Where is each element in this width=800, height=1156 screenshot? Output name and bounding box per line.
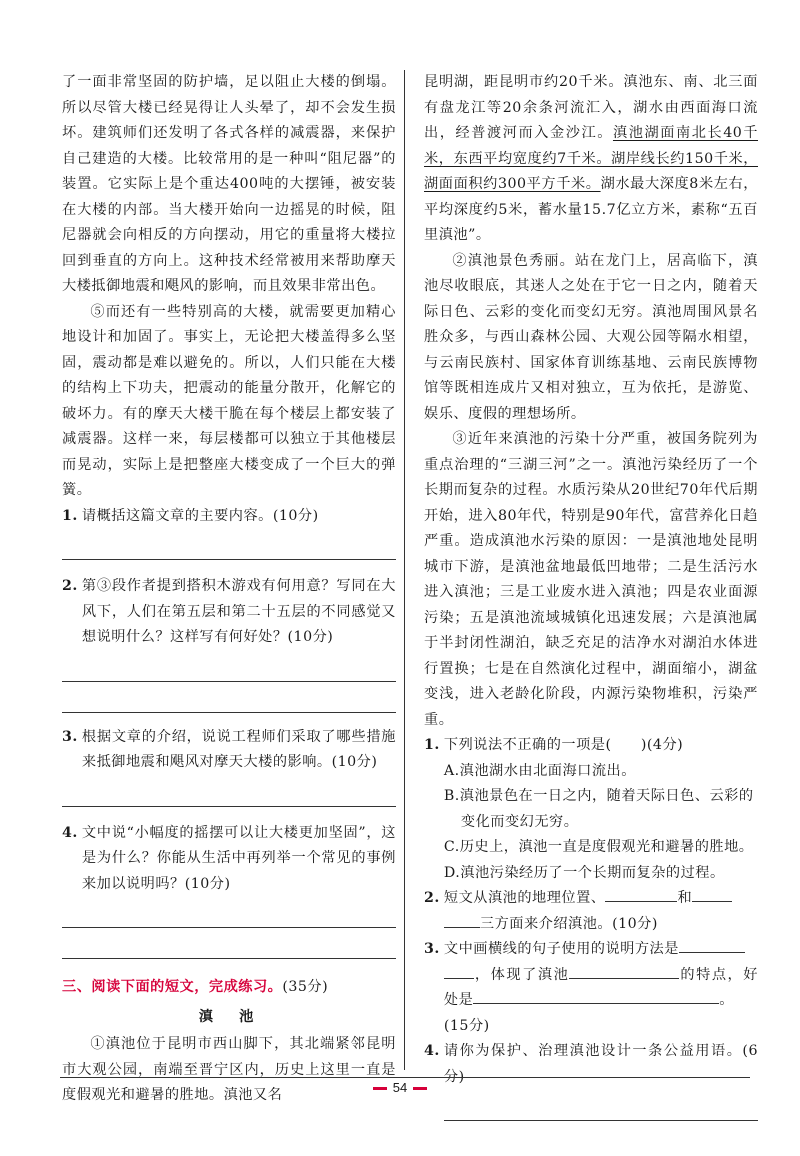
question-4	[62, 821, 396, 898]
right-column	[424, 70, 758, 1121]
question-number: 3.	[62, 728, 78, 745]
question-r3	[424, 937, 758, 1039]
section-3-title: 三、阅读下面的短文，完成练习。	[62, 979, 283, 995]
question-text: 第③段作者提到搭积木游戏有何用意？写同在大风下，人们在第五层和第二十五层的不同感觉又想说明什么？这样写有何好处？(10分)	[81, 578, 396, 645]
question-text: 文中说“小幅度的摇摆可以让大楼更加坚固”，这是为什么？你能从生活中再列举一个常见的事例来加以说明吗？(10分)	[81, 824, 396, 892]
answer-line[interactable]	[62, 776, 396, 807]
paragraph-3: ③近年来滇池的污染十分严重，被国务院列为重点治理的“三湖三河”之一。滇池污染经历了一个长期而复杂的过程。水质污染从20世纪70年代后期开始，进入80年代，特别是90年代，富营养化日趋严重。造成滇池水污染的原因：一是滇池地处昆明城市下游，是滇池盆地最低凹地带；二是生活污水进入滇池；三是工业废水进入滇池；四是农业面源污染；五是滇池流域城镇化迅速发展；六是滇池属于半封闭性湖泊，缺乏充足的洁净水对湖泊水体进行置换；七是在自然演化过程中，湖面缩小，湖盆变浅，进入老龄化阶段，内源污染物堆积，污染严重。	[424, 431, 758, 728]
paragraph-2: ②滇池景色秀丽。站在龙门上，居高临下，滇池尽收眼底，其迷人之处在于它一日之内，随着天际日色、云彩的变化而变幻无穷。滇池周围风景名胜众多，与西山森林公园、大观公园等隔水相望，与云南民族村、国家体育训练基地、云南民族博物馆等既相连成片又相对独立，互为依托，是游览、娱乐、度假的理想场所。	[424, 252, 758, 422]
question-number: 2.	[62, 578, 78, 594]
question-text: 下列说法不正确的一项是( )(4分)	[443, 737, 684, 753]
article-title: 滇 池	[198, 1008, 260, 1025]
column-divider	[404, 70, 405, 1070]
question-text-part: 的特点，好处是	[443, 966, 758, 1008]
question-number: 3.	[424, 941, 440, 957]
option-a[interactable]: A.滇池湖水由北面海口流出。	[443, 762, 636, 779]
question-text-part: 和	[677, 890, 693, 906]
answer-line[interactable]	[62, 897, 396, 928]
question-text-part: ，体现了滇池	[473, 966, 570, 983]
footer-rule	[60, 1077, 750, 1078]
page-number-bar	[0, 1080, 800, 1095]
dash-right	[413, 1087, 427, 1090]
page-number: 54	[392, 1080, 408, 1095]
dash-left	[373, 1087, 387, 1090]
left-column	[62, 70, 396, 1109]
paragraph-5: ⑤而还有一些特别高的大楼，就需要更加精心地设计和加固了。事实上，无论把大楼盖得多么坚固，震动都是难以避免的。所以，人们只能在大楼的结构上下功夫，把震动的能量分散开，化解它的破坏力。有的摩天大楼干脆在每个楼层上都安装了减震器。这样一来，每层楼都可以独立于其他楼层而晃动，实际上是把整座大楼变成了一个巨大的弹簧。	[62, 303, 396, 498]
question-text-part: 三方面来介绍滇池。(10分)	[479, 915, 658, 932]
fill-blank[interactable]	[473, 989, 719, 1004]
answer-line[interactable]	[62, 529, 396, 560]
underlined-sentence: 滇池湖面南北长40千米，东西平均宽度约7千米。湖岸线长约150千米，湖面面积约300平方千米。	[424, 125, 758, 192]
question-number: 4.	[424, 1043, 440, 1059]
paragraph-1-text: 昆明湖，距昆明市约20千米。滇池东、南、北三面有盘龙江等20余条河流汇入，湖水由西面海口流出，经普渡河而入金沙江。	[424, 74, 758, 141]
section-3-points: (35分)	[282, 979, 329, 995]
question-text: 根据文章的介绍，说说工程师们采取了哪些措施来抵御地震和飓风对摩天大楼的影响。(10分)	[81, 728, 396, 770]
question-number: 2.	[424, 890, 440, 906]
fill-blank[interactable]	[692, 887, 732, 902]
question-number: 1.	[424, 737, 440, 753]
question-2	[62, 574, 396, 651]
question-text-part: 短文从滇池的地理位置、	[443, 890, 606, 906]
paragraph-1-text-end: 湖水最大深度8米左右，平均深度约5米，蓄水量15.7亿立方米，素称“五百里滇池”。	[424, 176, 758, 243]
question-r1	[424, 733, 758, 759]
question-3	[62, 725, 396, 776]
fill-blank[interactable]	[444, 964, 474, 979]
fill-blank[interactable]	[444, 913, 480, 928]
fill-blank[interactable]	[679, 938, 745, 953]
paragraph-1: ①滇池位于昆明市西山脚下，其北端紧邻昆明市大观公园，南端至晋宁区内，历史上这里一直是度假观光和避暑的胜地。滇池又名	[62, 1036, 396, 1103]
answer-line[interactable]	[62, 928, 396, 959]
fill-blank[interactable]	[569, 964, 679, 979]
question-text-part: 文中画横线的句子使用的说明方法是	[443, 941, 679, 957]
question-text-part: 。	[719, 992, 734, 1008]
option-c[interactable]: C.历史上，滇池一直是度假观光和避暑的胜地。	[443, 839, 754, 855]
paragraph-1-continued	[424, 70, 758, 249]
question-text: 请你为保护、治理滇池设计一条公益用语。(6分)	[443, 1043, 758, 1085]
answer-line[interactable]	[62, 651, 396, 682]
option-d[interactable]: D.滇池污染经历了一个长期而复杂的过程。	[443, 864, 725, 881]
answer-line[interactable]	[62, 682, 396, 713]
section-3-heading	[62, 975, 396, 1001]
question-text	[444, 937, 758, 1039]
question-1	[62, 504, 396, 530]
question-text	[444, 886, 758, 937]
question-number: 1.	[62, 507, 78, 524]
question-text: 请概括这篇文章的主要内容。(10分)	[81, 507, 319, 524]
article-continuation-paragraph: 了一面非常坚固的防护墙，足以阻止大楼的倒塌。所以尽管大楼已经晃得让人头晕了，却不会发生损坏。建筑师们还发明了各式各样的减震器，来保护自己建造的大楼。比较常用的是一种叫“阻尼器”的装置。它实际上是个重达400吨的大摆锤，被安装在大楼的内部。当大楼开始向一边摇晃的时候，阻尼器就会向相反的方向摆动，用它的重量将大楼拉回到垂直的方向上。这种技术经常被用来帮助摩天大楼抵御地震和飓风的影响，而且效果非常出色。	[62, 74, 396, 294]
fill-blank[interactable]	[605, 887, 677, 902]
question-r2	[424, 886, 758, 937]
question-points: (15分)	[443, 1017, 490, 1034]
option-b[interactable]: B.滇池景色在一日之内，随着天际日色、云彩的变化而变幻无穷。	[443, 788, 754, 830]
question-number: 4.	[62, 824, 78, 841]
